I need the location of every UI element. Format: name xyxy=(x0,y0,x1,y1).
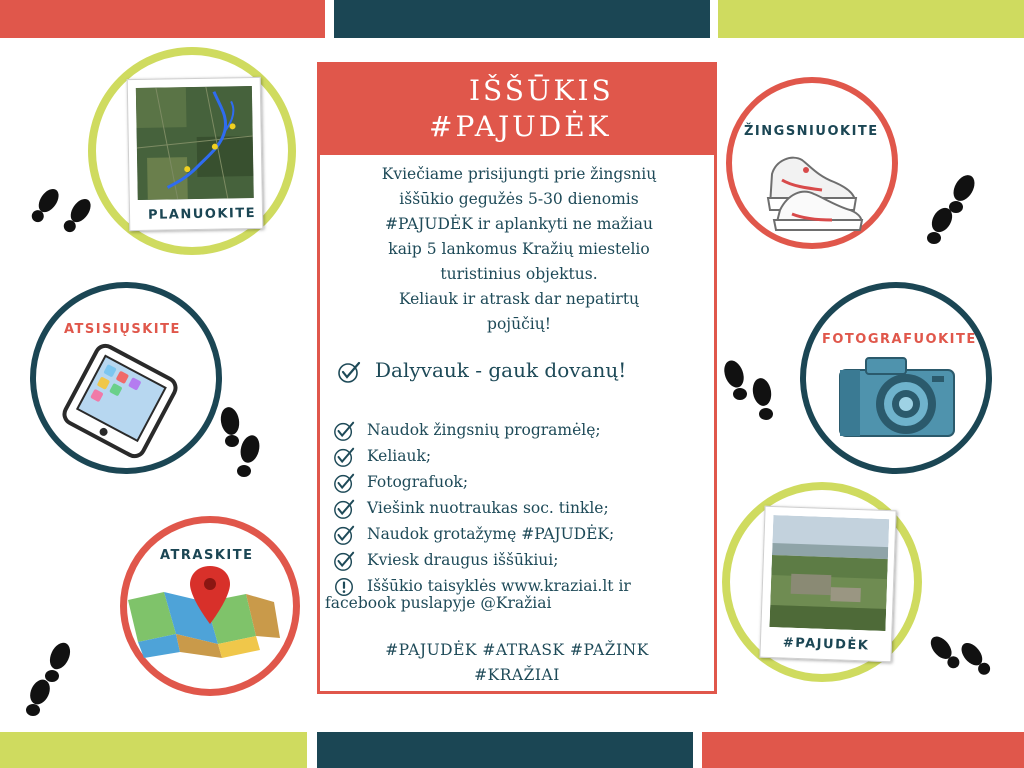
card-header xyxy=(317,62,717,155)
download-label: ATSISIŲSKITE xyxy=(64,322,181,337)
walk-label: ŽINGSNIUOKITE xyxy=(744,124,879,139)
map-photo xyxy=(136,86,254,200)
hashtag-label: #PAJUDĖK xyxy=(782,635,870,654)
check-circle-icon xyxy=(333,550,355,572)
list-item-text: Fotografuok; xyxy=(367,473,469,491)
bottom-bar-teal xyxy=(317,732,693,768)
intro-line: kaip 5 lankomus Kražių miestelio xyxy=(388,240,650,258)
hashtag-polaroid xyxy=(759,506,896,663)
intro-line: iššūkio gegužės 5-30 dienomis xyxy=(399,190,639,208)
bottom-bar-lime xyxy=(0,732,307,768)
plan-polaroid xyxy=(127,77,264,231)
hashtags-line-1: #PAJUDĖK #ATRASK #PAŽINK xyxy=(385,641,649,659)
check-circle-icon xyxy=(333,498,355,520)
check-circle-icon xyxy=(333,420,355,442)
footprints-icon xyxy=(922,172,982,246)
discover-label: ATRASKITE xyxy=(160,548,254,563)
footprints-icon xyxy=(718,358,780,428)
task-list xyxy=(333,418,703,600)
rules-line-2: facebook puslapyje @Kražiai xyxy=(325,594,552,612)
photograph-label: FOTOGRAFUOKITE xyxy=(822,332,977,347)
check-circle-icon xyxy=(337,360,361,384)
top-bar-red xyxy=(0,0,325,38)
check-circle-icon xyxy=(333,524,355,546)
phone-icon xyxy=(54,338,186,464)
list-item xyxy=(333,444,703,470)
list-item-text: Naudok grotažymę #PAJUDĖK; xyxy=(367,525,615,543)
top-bar-lime xyxy=(718,0,1024,38)
check-circle-icon xyxy=(333,472,355,494)
intro-line: pojūčių! xyxy=(487,315,551,333)
footprints-icon xyxy=(22,638,78,718)
challenge-card xyxy=(317,62,717,694)
intro-line: Kviečiame prisijungti prie žingsnių xyxy=(381,165,657,183)
map-pin-icon xyxy=(124,562,284,662)
intro-line: turistinius objektus. xyxy=(440,265,598,283)
list-item xyxy=(333,418,703,444)
intro-text xyxy=(339,162,699,337)
list-item xyxy=(333,548,703,574)
rules-line-1: Iššūkio taisyklės www.kraziai.lt ir xyxy=(367,577,631,595)
footprints-icon xyxy=(28,185,104,243)
sneakers-icon xyxy=(762,140,866,232)
landscape-photo xyxy=(769,515,889,631)
plan-label: PLANUOKITE xyxy=(147,205,257,223)
intro-line: Keliauk ir atrask dar nepatirtų xyxy=(398,290,640,308)
list-item-text: Naudok žingsnių programėlę; xyxy=(367,421,601,439)
intro-line: #PAJUDĖK ir aplankyti ne mažiau xyxy=(385,215,653,233)
hashtags-line-2: #KRAŽIAI xyxy=(474,666,560,684)
list-item xyxy=(333,496,703,522)
list-item-text: Keliauk; xyxy=(367,447,432,465)
footprints-icon xyxy=(924,628,998,680)
title-line-2: #PAJUDĖK xyxy=(429,110,612,143)
prize-text: Dalyvauk - gauk dovanų! xyxy=(375,358,627,382)
title-line-1: IŠŠŪKIS xyxy=(469,74,614,107)
camera-icon xyxy=(836,352,958,440)
footprints-icon xyxy=(214,405,266,485)
list-item-text: Kviesk draugus iššūkiui; xyxy=(367,551,559,569)
list-item xyxy=(333,470,703,496)
list-item-text: Viešink nuotraukas soc. tinkle; xyxy=(367,499,609,517)
top-bar-teal xyxy=(334,0,710,38)
check-circle-icon xyxy=(333,446,355,468)
list-item xyxy=(333,522,703,548)
hashtags xyxy=(317,638,717,688)
bottom-bar-red xyxy=(702,732,1024,768)
